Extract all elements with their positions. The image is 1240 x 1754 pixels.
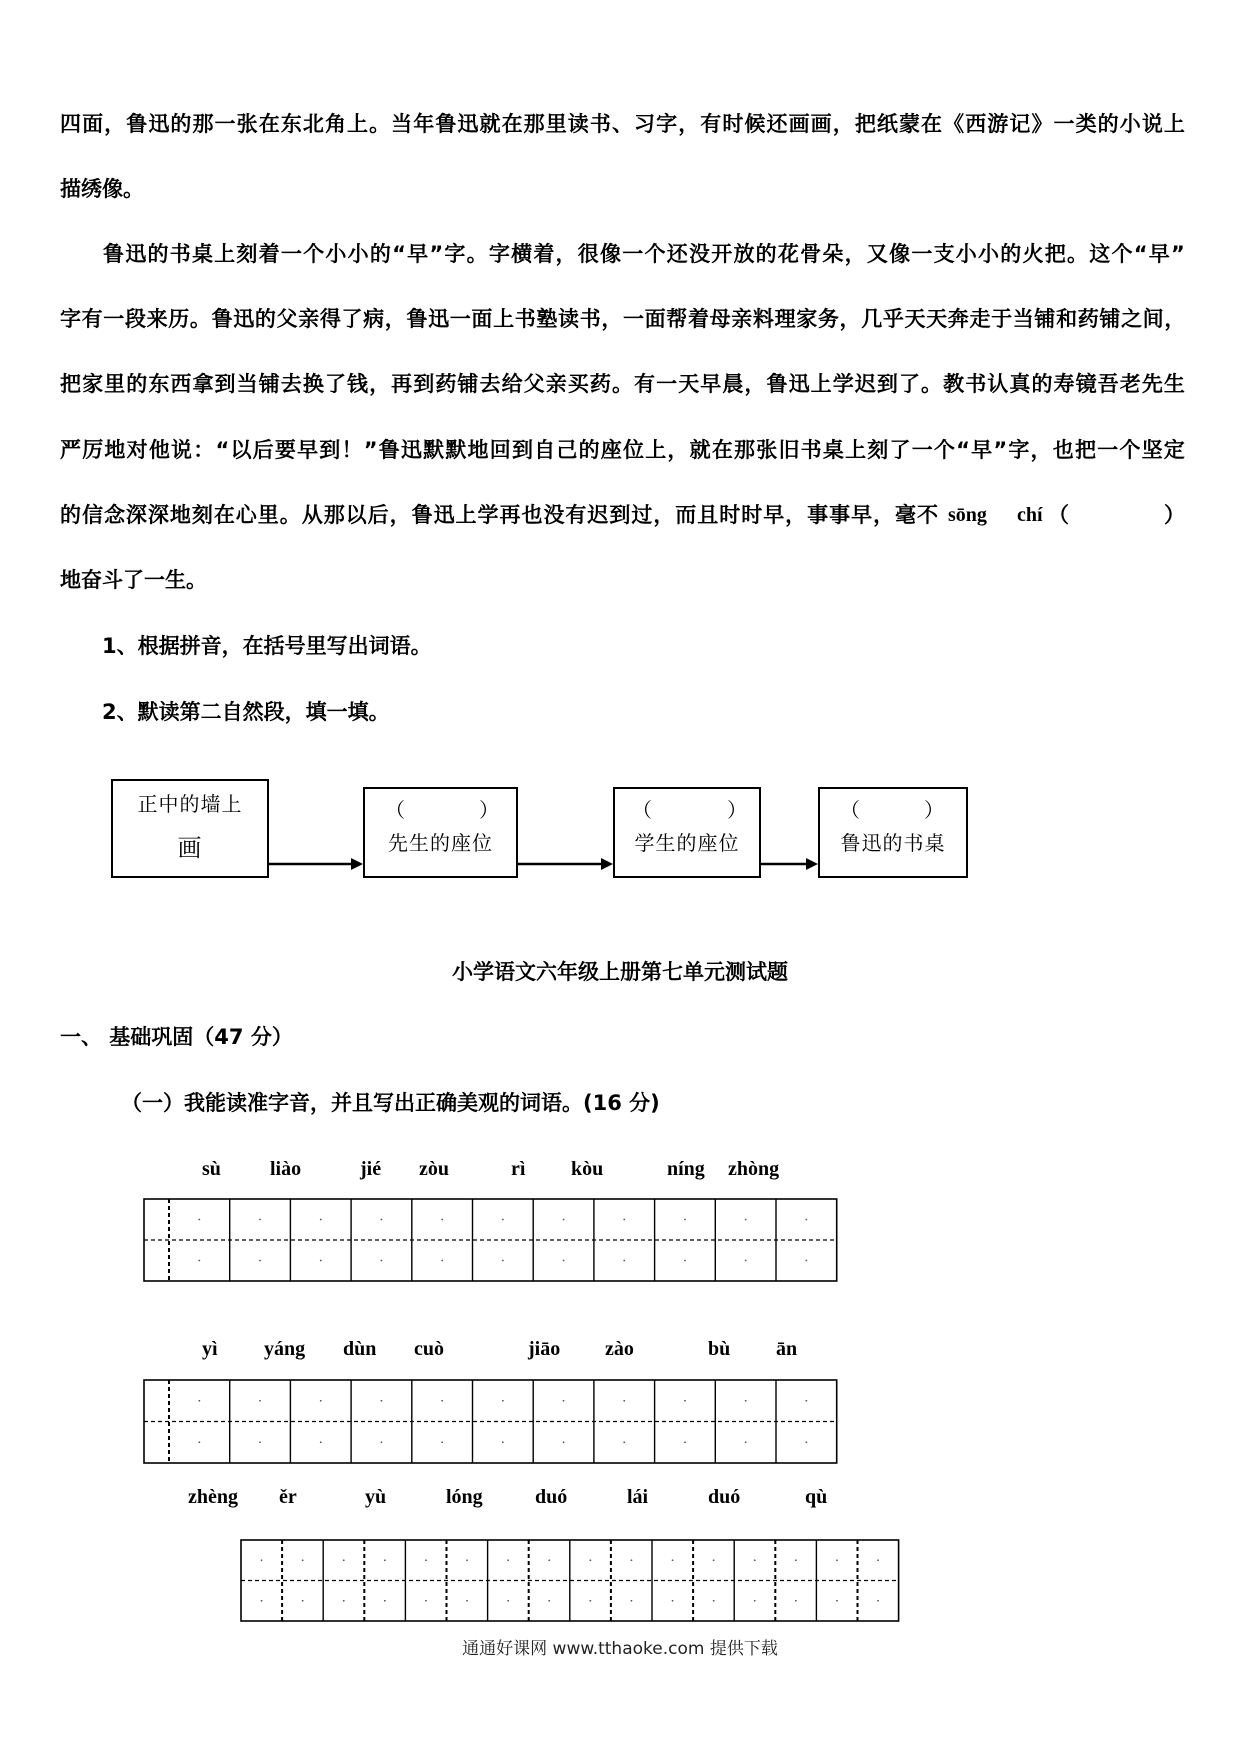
cell-center-dot	[836, 1600, 838, 1602]
cell-center-dot	[320, 1400, 322, 1402]
cell-center-dot	[198, 1400, 200, 1402]
writing-grid-row-1	[143, 1198, 838, 1282]
cell-center-dot	[548, 1600, 550, 1602]
blank-close-paren: ）	[727, 798, 747, 822]
cell-center-dot	[805, 1441, 807, 1443]
pinyin-syllable: bù	[708, 1338, 731, 1360]
pinyin-syllable: zào	[605, 1338, 634, 1360]
flow-box-label: 鲁迅的书桌	[840, 831, 946, 855]
blank-open-paren: （	[385, 798, 405, 822]
pinyin-syllable: lái	[627, 1486, 649, 1508]
cell-center-dot	[684, 1400, 686, 1402]
flow-arrow	[269, 858, 363, 870]
pinyin-syllable: lóng	[446, 1486, 483, 1508]
writing-grid-row-3	[240, 1539, 900, 1622]
passage-pinyin: sōng	[948, 504, 987, 526]
cell-center-dot	[502, 1219, 504, 1221]
answer-blank-close: ）	[1164, 503, 1185, 527]
cell-center-dot	[320, 1219, 322, 1221]
cell-center-dot	[507, 1559, 509, 1561]
cell-center-dot	[713, 1559, 715, 1561]
cell-center-dot	[623, 1441, 625, 1443]
subsection-heading: （一）我能读准字音，并且写出正确美观的词语。(16 分)	[121, 1091, 660, 1115]
cell-center-dot	[259, 1260, 261, 1262]
pinyin-syllable: jié	[360, 1158, 382, 1180]
cell-center-dot	[563, 1400, 565, 1402]
cell-center-dot	[198, 1260, 200, 1262]
cell-center-dot	[795, 1559, 797, 1561]
cell-center-dot	[745, 1441, 747, 1443]
cell-center-dot	[261, 1559, 263, 1561]
passage-pinyin: chí	[1017, 504, 1043, 526]
cell-center-dot	[754, 1559, 756, 1561]
passage-line: 字有一段来历。鲁迅的父亲得了病，鲁迅一面上书塾读书，一面帮着母亲料理家务，几乎天天奔走于当铺和药铺之间，	[60, 307, 1186, 331]
cell-center-dot	[425, 1559, 427, 1561]
cell-center-dot	[502, 1260, 504, 1262]
pinyin-syllable: zòu	[419, 1158, 449, 1180]
cell-center-dot	[805, 1219, 807, 1221]
cell-center-dot	[259, 1400, 261, 1402]
flow-box-label: 先生的座位	[388, 831, 493, 855]
cell-center-dot	[684, 1219, 686, 1221]
cell-center-dot	[623, 1219, 625, 1221]
flow-arrowhead	[351, 858, 363, 870]
cell-center-dot	[745, 1260, 747, 1262]
cell-center-dot	[502, 1441, 504, 1443]
cell-center-dot	[441, 1219, 443, 1221]
pinyin-syllable: níng	[667, 1158, 705, 1180]
pinyin-syllable: yáng	[264, 1338, 306, 1360]
flow-arrow	[761, 858, 818, 870]
cell-center-dot	[563, 1441, 565, 1443]
blank-close-paren: ）	[924, 798, 944, 822]
writing-grid	[144, 1199, 837, 1281]
cell-center-dot	[441, 1441, 443, 1443]
cell-center-dot	[548, 1559, 550, 1561]
cell-center-dot	[805, 1400, 807, 1402]
cell-center-dot	[745, 1400, 747, 1402]
pinyin-syllable: yì	[202, 1338, 218, 1360]
cell-center-dot	[466, 1600, 468, 1602]
section-heading: 一、 基础巩固（47 分）	[60, 1025, 293, 1049]
cell-center-dot	[381, 1219, 383, 1221]
cell-center-dot	[672, 1600, 674, 1602]
cell-center-dot	[302, 1559, 304, 1561]
test-title: 小学语文六年级上册第七单元测试题	[452, 960, 788, 984]
passage-line: 四面，鲁迅的那一张在东北角上。当年鲁迅就在那里读书、习字，有时候还画画，把纸蒙在《西游记》一类的小说上	[60, 112, 1186, 136]
passage-line: 描绣像。	[60, 177, 144, 201]
flow-arrowhead	[601, 858, 613, 870]
flow-box-label: 学生的座位	[634, 831, 740, 855]
pinyin-syllable: duó	[708, 1486, 741, 1508]
pinyin-syllable: sù	[202, 1158, 221, 1180]
cell-center-dot	[502, 1400, 504, 1402]
page-footer: 通通好课网 www.tthaoke.com 提供下载	[462, 1639, 778, 1659]
pinyin-syllable: qù	[805, 1486, 828, 1508]
pinyin-syllable: jiāo	[528, 1338, 561, 1360]
passage-line: 的信念深深地刻在心里。从那以后，鲁迅上学再也没有迟到过，而且时时早，事事早，毫不	[60, 503, 939, 527]
cell-center-dot	[805, 1260, 807, 1262]
flow-arrow	[518, 858, 613, 870]
cell-center-dot	[381, 1260, 383, 1262]
cell-center-dot	[713, 1600, 715, 1602]
passage-line: 鲁迅的书桌上刻着一个小小的“早”字。字横着，很像一个还没开放的花骨朵，又像一支小小的火把。这个“早”	[103, 242, 1186, 266]
cell-center-dot	[563, 1260, 565, 1262]
pinyin-syllable: ān	[776, 1338, 798, 1360]
pinyin-syllable: zhèng	[188, 1486, 238, 1508]
pinyin-syllable: cuò	[414, 1338, 444, 1360]
cell-center-dot	[384, 1600, 386, 1602]
cell-center-dot	[320, 1441, 322, 1443]
cell-center-dot	[672, 1559, 674, 1561]
cell-center-dot	[631, 1600, 633, 1602]
cell-center-dot	[343, 1600, 345, 1602]
blank-open-paren: （	[840, 798, 860, 822]
cell-center-dot	[425, 1600, 427, 1602]
pinyin-syllable: rì	[511, 1158, 526, 1180]
cell-center-dot	[507, 1600, 509, 1602]
cell-center-dot	[836, 1559, 838, 1561]
cell-center-dot	[684, 1260, 686, 1262]
cell-center-dot	[441, 1400, 443, 1402]
writing-grid	[241, 1540, 899, 1621]
flow-box-text: 画	[177, 834, 203, 862]
pinyin-syllable: duó	[535, 1486, 568, 1508]
cell-center-dot	[795, 1600, 797, 1602]
cell-center-dot	[589, 1559, 591, 1561]
writing-grid	[144, 1380, 837, 1463]
cell-center-dot	[466, 1559, 468, 1561]
flow-box-text: 正中的墙上	[137, 792, 243, 816]
pinyin-syllable: ěr	[279, 1486, 297, 1508]
pinyin-syllable: liào	[270, 1158, 302, 1180]
passage-line: 把家里的东西拿到当铺去换了钱，再到药铺去给父亲买药。有一天早晨，鲁迅上学迟到了。教书认真的寿镜吾老先生	[60, 372, 1186, 396]
cell-center-dot	[381, 1400, 383, 1402]
cell-center-dot	[623, 1260, 625, 1262]
cell-center-dot	[261, 1600, 263, 1602]
cell-center-dot	[441, 1260, 443, 1262]
blank-close-paren: ）	[479, 798, 499, 822]
cell-center-dot	[684, 1441, 686, 1443]
passage-line: 地奋斗了一生。	[60, 568, 207, 592]
cell-center-dot	[198, 1219, 200, 1221]
cell-center-dot	[745, 1219, 747, 1221]
pinyin-syllable: kòu	[571, 1158, 604, 1180]
cell-center-dot	[198, 1441, 200, 1443]
cell-center-dot	[623, 1400, 625, 1402]
writing-grid-row-2	[143, 1379, 838, 1464]
cell-center-dot	[877, 1559, 879, 1561]
cell-center-dot	[259, 1441, 261, 1443]
cell-center-dot	[320, 1260, 322, 1262]
cell-center-dot	[302, 1600, 304, 1602]
question-2: 2、默读第二自然段，填一填。	[102, 700, 390, 724]
cell-center-dot	[754, 1600, 756, 1602]
blank-open-paren: （	[632, 798, 652, 822]
cell-center-dot	[563, 1219, 565, 1221]
cell-center-dot	[877, 1600, 879, 1602]
pinyin-syllable: zhòng	[728, 1158, 780, 1180]
cell-center-dot	[381, 1441, 383, 1443]
cell-center-dot	[631, 1559, 633, 1561]
flow-arrows	[0, 840, 1000, 890]
cell-center-dot	[384, 1559, 386, 1561]
flow-arrowhead	[806, 858, 818, 870]
answer-blank-open: （	[1048, 503, 1069, 527]
cell-center-dot	[259, 1219, 261, 1221]
cell-center-dot	[589, 1600, 591, 1602]
passage-line: 严厉地对他说：“以后要早到！”鲁迅默默地回到自己的座位上，就在那张旧书桌上刻了一个“早”字，也把一个坚定	[60, 438, 1186, 462]
pinyin-syllable: dùn	[343, 1338, 377, 1360]
question-1: 1、根据拼音，在括号里写出词语。	[102, 634, 432, 658]
pinyin-syllable: yù	[365, 1486, 387, 1508]
cell-center-dot	[343, 1559, 345, 1561]
